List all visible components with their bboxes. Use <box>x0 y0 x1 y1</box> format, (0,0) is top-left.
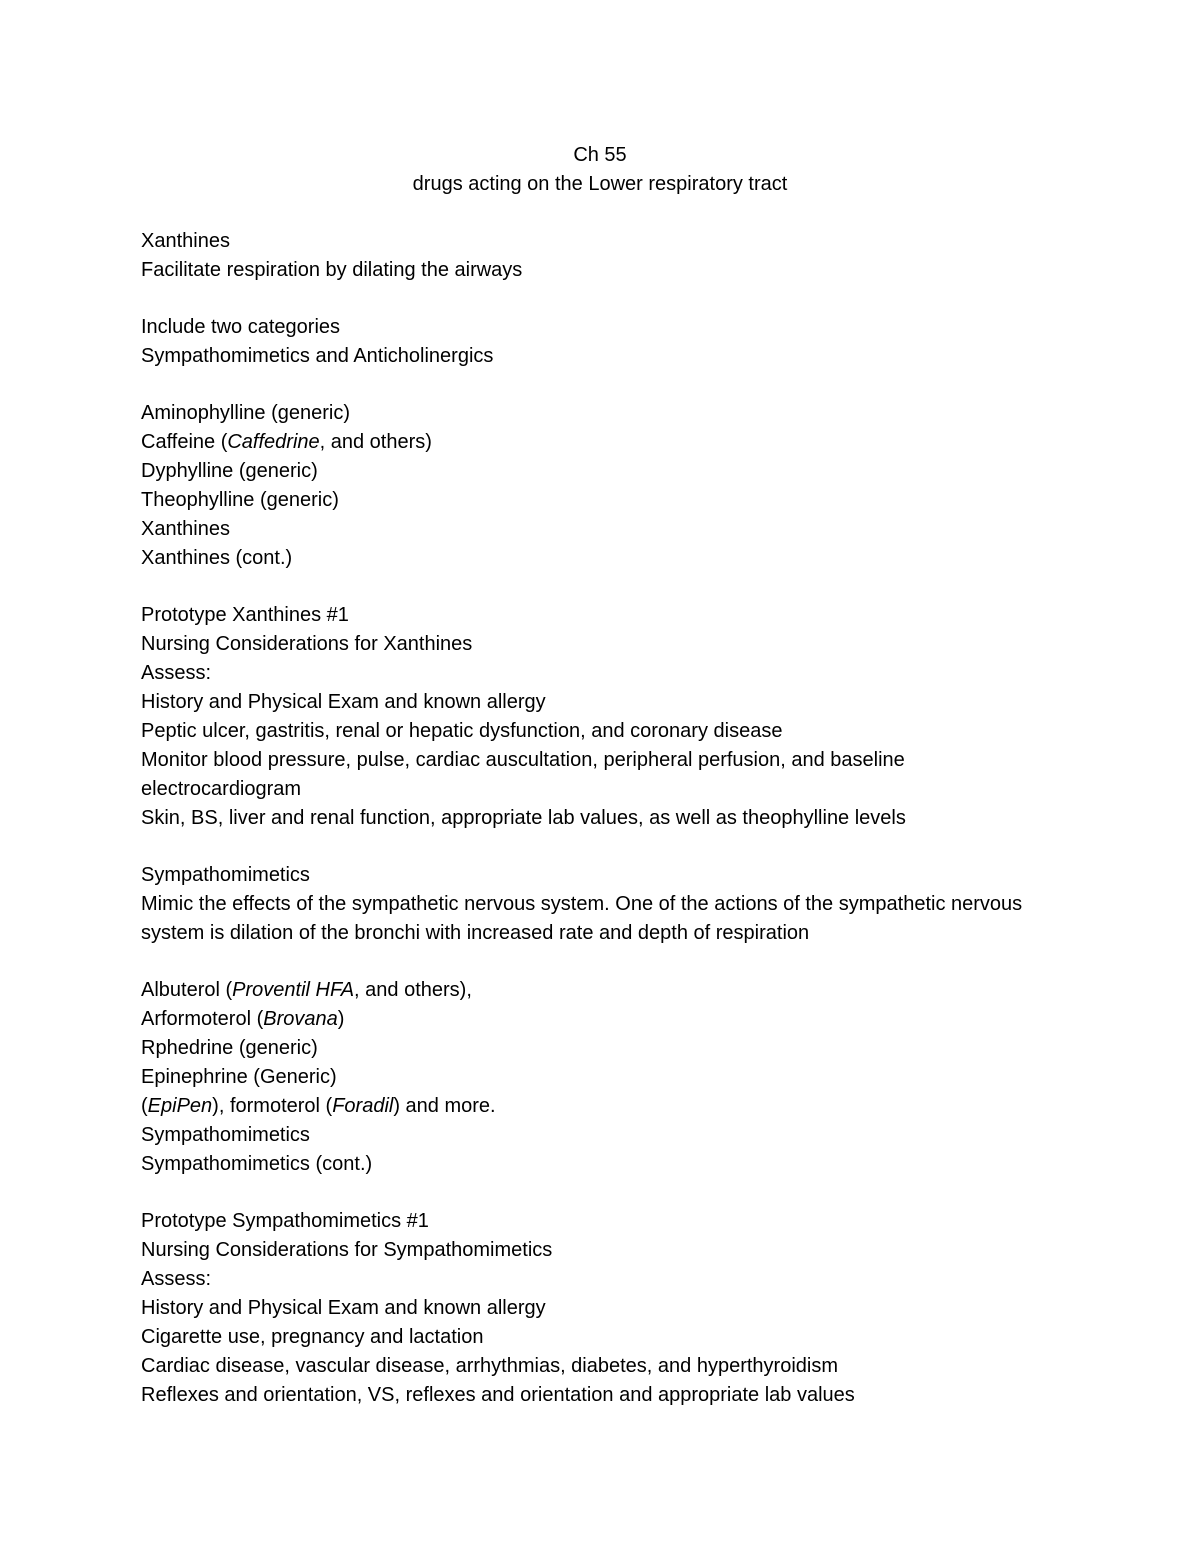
categories-intro: Include two categories <box>141 316 341 338</box>
paragraph-gap <box>141 1179 1041 1207</box>
xanthines-assess-conditions: Peptic ulcer, gastritis, renal or hepatic dysfunction, and coronary disease <box>141 720 783 742</box>
drug-dyphylline: Dyphylline (generic) <box>141 460 318 482</box>
xanthines-prototype: Prototype Xanthines #1 <box>141 604 349 626</box>
epipen-open: ( <box>141 1095 148 1117</box>
formoterol-text: ), formoterol ( <box>212 1095 333 1117</box>
xanthines-cont-label: Xanthines (cont.) <box>141 547 293 569</box>
drug-epipen-formoterol <box>141 1092 1041 1121</box>
drug-epinephrine: Epinephrine (Generic) <box>141 1066 337 1088</box>
xanthines-heading: Xanthines <box>141 230 230 252</box>
caffeine-text: Caffeine ( <box>141 431 228 453</box>
xanthines-label: Xanthines <box>141 518 230 540</box>
drug-aminophylline: Aminophylline (generic) <box>141 402 350 424</box>
sympathomimetics-description: Mimic the effects of the sympathetic nervous system. One of the actions of the sympathetic nervous system is dilation of the bronchi with increased rate and depth of respiration <box>141 893 1023 944</box>
epipen-brand: EpiPen <box>147 1095 213 1117</box>
document-title: drugs acting on the Lower respiratory tract <box>412 173 788 195</box>
sympathomimetics-nursing-heading: Nursing Considerations for Sympathomimetics <box>141 1239 553 1261</box>
arformoterol-brand: Brovana <box>263 1008 338 1030</box>
drug-caffeine <box>141 428 1041 457</box>
sympathomimetics-cont-label: Sympathomimetics (cont.) <box>141 1153 373 1175</box>
drug-rphedrine: Rphedrine (generic) <box>141 1037 318 1059</box>
albuterol-text-end: , and others), <box>354 979 472 1001</box>
paragraph-gap <box>141 573 1041 601</box>
arformoterol-text-end: ) <box>337 1008 345 1030</box>
xanthines-assess-history: History and Physical Exam and known allergy <box>141 691 546 713</box>
paragraph-gap <box>141 833 1041 861</box>
xanthines-description: Facilitate respiration by dilating the airways <box>141 259 523 281</box>
xanthines-assess-monitor: Monitor blood pressure, pulse, cardiac auscultation, peripheral perfusion, and baseline electrocardiogram <box>141 749 905 800</box>
more-text: ) and more. <box>393 1095 496 1117</box>
sympathomimetics-prototype: Prototype Sympathomimetics #1 <box>141 1210 429 1232</box>
drug-arformoterol <box>141 1005 1041 1034</box>
caffeine-brand: Caffedrine <box>227 431 320 453</box>
foradil-brand: Foradil <box>332 1095 394 1117</box>
sympathomimetics-assess-cigarette: Cigarette use, pregnancy and lactation <box>141 1326 484 1348</box>
xanthines-assess-label: Assess: <box>141 662 212 684</box>
paragraph-gap <box>141 371 1041 399</box>
paragraph-gap <box>141 948 1041 976</box>
xanthines-assess-skin: Skin, BS, liver and renal function, appropriate lab values, as well as theophylline levels <box>141 807 906 829</box>
xanthines-nursing-heading: Nursing Considerations for Xanthines <box>141 633 473 655</box>
document-body <box>141 227 1041 1410</box>
caffeine-text-end: , and others) <box>319 431 432 453</box>
arformoterol-text: Arformoterol ( <box>141 1008 264 1030</box>
sympathomimetics-label: Sympathomimetics <box>141 1124 310 1146</box>
categories-list: Sympathomimetics and Anticholinergics <box>141 345 494 367</box>
chapter-heading: Ch 55 <box>573 144 627 166</box>
sympathomimetics-assess-cardiac: Cardiac disease, vascular disease, arrhythmias, diabetes, and hyperthyroidism <box>141 1355 839 1377</box>
sympathomimetics-heading: Sympathomimetics <box>141 864 310 886</box>
drug-theophylline: Theophylline (generic) <box>141 489 339 511</box>
albuterol-brand: Proventil HFA <box>232 979 355 1001</box>
drug-albuterol <box>141 976 1041 1005</box>
paragraph-gap <box>141 285 1041 313</box>
sympathomimetics-assess-reflexes: Reflexes and orientation, VS, reflexes and orientation and appropriate lab values <box>141 1384 855 1406</box>
sympathomimetics-assess-label: Assess: <box>141 1268 212 1290</box>
albuterol-text: Albuterol ( <box>141 979 233 1001</box>
sympathomimetics-assess-history: History and Physical Exam and known allergy <box>141 1297 546 1319</box>
